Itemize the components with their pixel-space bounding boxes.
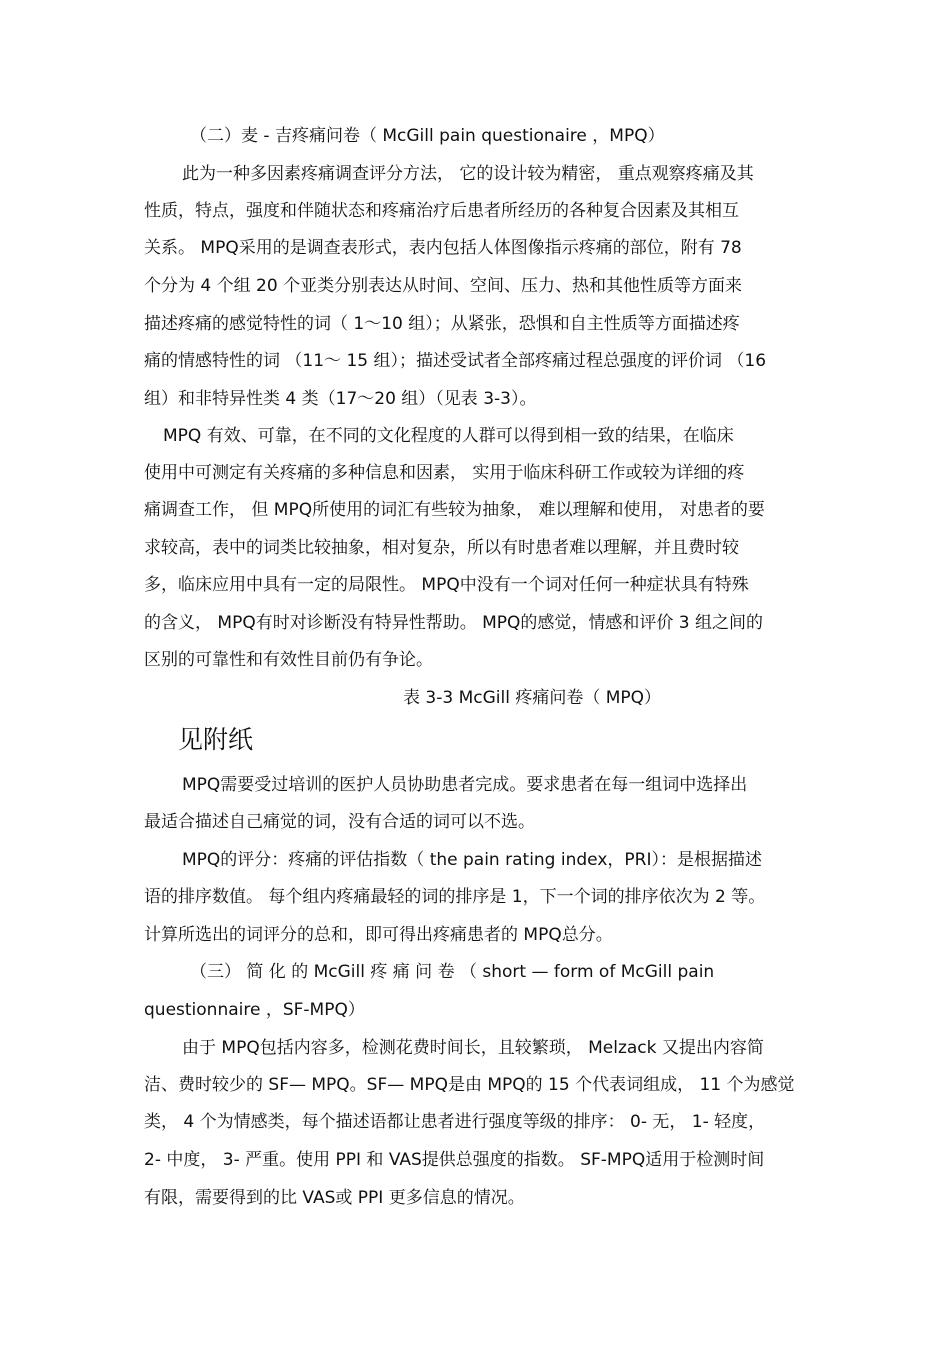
section-heading-sf-mpq-cont: questionnaire ，SF-MPQ） (144, 1000, 365, 1020)
see-attachment-note: 见附纸 (178, 725, 254, 754)
paragraph-line: 多，临床应用中具有一定的局限性。 MPQ中没有一个词对任何一种症状具有特殊 (144, 575, 749, 595)
paragraph-line: 性质，特点，强度和伴随状态和疼痛治疗后患者所经历的各种复合因素及其相互 (144, 201, 739, 221)
paragraph-line: 类， 4 个为情感类，每个描述语都让患者进行强度等级的排序： 0- 无， 1- 轻度， (144, 1112, 766, 1132)
paragraph-line: 区别的可靠性和有效性目前仍有争论。 (144, 650, 433, 670)
paragraph-line: 痛调查工作， 但 MPQ所使用的词汇有些较为抽象， 难以理解和使用， 对患者的要 (144, 500, 765, 520)
paragraph-line: 个分为 4 个组 20 个亚类分别表达从时间、空间、压力、热和其他性质等方面来 (144, 276, 743, 296)
paragraph-line: 组）和非特异性类 4 类（17～20 组）（见表 3-3）。 (144, 389, 537, 409)
paragraph-line: 由于 MPQ包括内容多，检测花费时间长，且较繁琐， Melzack 又提出内容简 (182, 1038, 764, 1058)
paragraph-line: 语的排序数值。 每个组内疼痛最轻的词的排序是 1，下一个词的排序依次为 2 等。 (144, 887, 766, 907)
paragraph-line: MPQ 有效、可靠，在不同的文化程度的人群可以得到相一致的结果，在临床 (163, 426, 734, 446)
paragraph-line: 最适合描述自己痛觉的词，没有合适的词可以不选。 (144, 812, 535, 832)
paragraph-line: 洁、费时较少的 SF— MPQ。SF— MPQ是由 MPQ的 15 个代表词组成， 11 个为感觉 (144, 1075, 795, 1095)
paragraph-line: 有限，需要得到的比 VAS或 PPI 更多信息的情况。 (144, 1188, 525, 1208)
paragraph-line: MPQ需要受过培训的医护人员协助患者完成。要求患者在每一组词中选择出 (182, 775, 748, 795)
paragraph-line: 描述疼痛的感觉特性的词（ 1～10 组）；从紧张，恐惧和自主性质等方面描述疼 (144, 314, 740, 334)
paragraph-line: 使用中可测定有关疼痛的多种信息和因素， 实用于临床科研工作或较为详细的疼 (144, 463, 745, 483)
section-heading-sf-mpq: （三） 简 化 的 McGill 疼 痛 问 卷 （ short — form of McGill pain (190, 962, 715, 982)
table-caption: 表 3-3 McGill 疼痛问卷（ MPQ） (403, 688, 662, 708)
paragraph-line: MPQ的评分：疼痛的评估指数（ the pain rating index，PRI）：是根据描述 (182, 850, 762, 870)
paragraph-line: 关系。 MPQ采用的是调查表形式，表内包括人体图像指示疼痛的部位，附有 78 (144, 238, 742, 258)
paragraph-line: 的含义， MPQ有时对诊断没有特异性帮助。 MPQ的感觉，情感和评价 3 组之间的 (144, 613, 764, 633)
paragraph-line: 求较高，表中的词类比较抽象，相对复杂，所以有时患者难以理解，并且费时较 (144, 538, 739, 558)
section-heading-mpq: （二）麦 - 吉疼痛问卷（ McGill pain questionaire ，MPQ） (190, 126, 665, 146)
paragraph-line: 计算所选出的词评分的总和，即可得出疼痛患者的 MPQ总分。 (144, 925, 613, 945)
paragraph-line: 痛的情感特性的词 （11～ 15 组）；描述受试者全部疼痛过程总强度的评价词 （16 (144, 351, 767, 371)
paragraph-line: 此为一种多因素疼痛调查评分方法， 它的设计较为精密， 重点观察疼痛及其 (182, 164, 754, 184)
paragraph-line: 2- 中度， 3- 严重。使用 PPI 和 VAS提供总强度的指数。 SF-MPQ适用于检测时间 (144, 1150, 765, 1170)
